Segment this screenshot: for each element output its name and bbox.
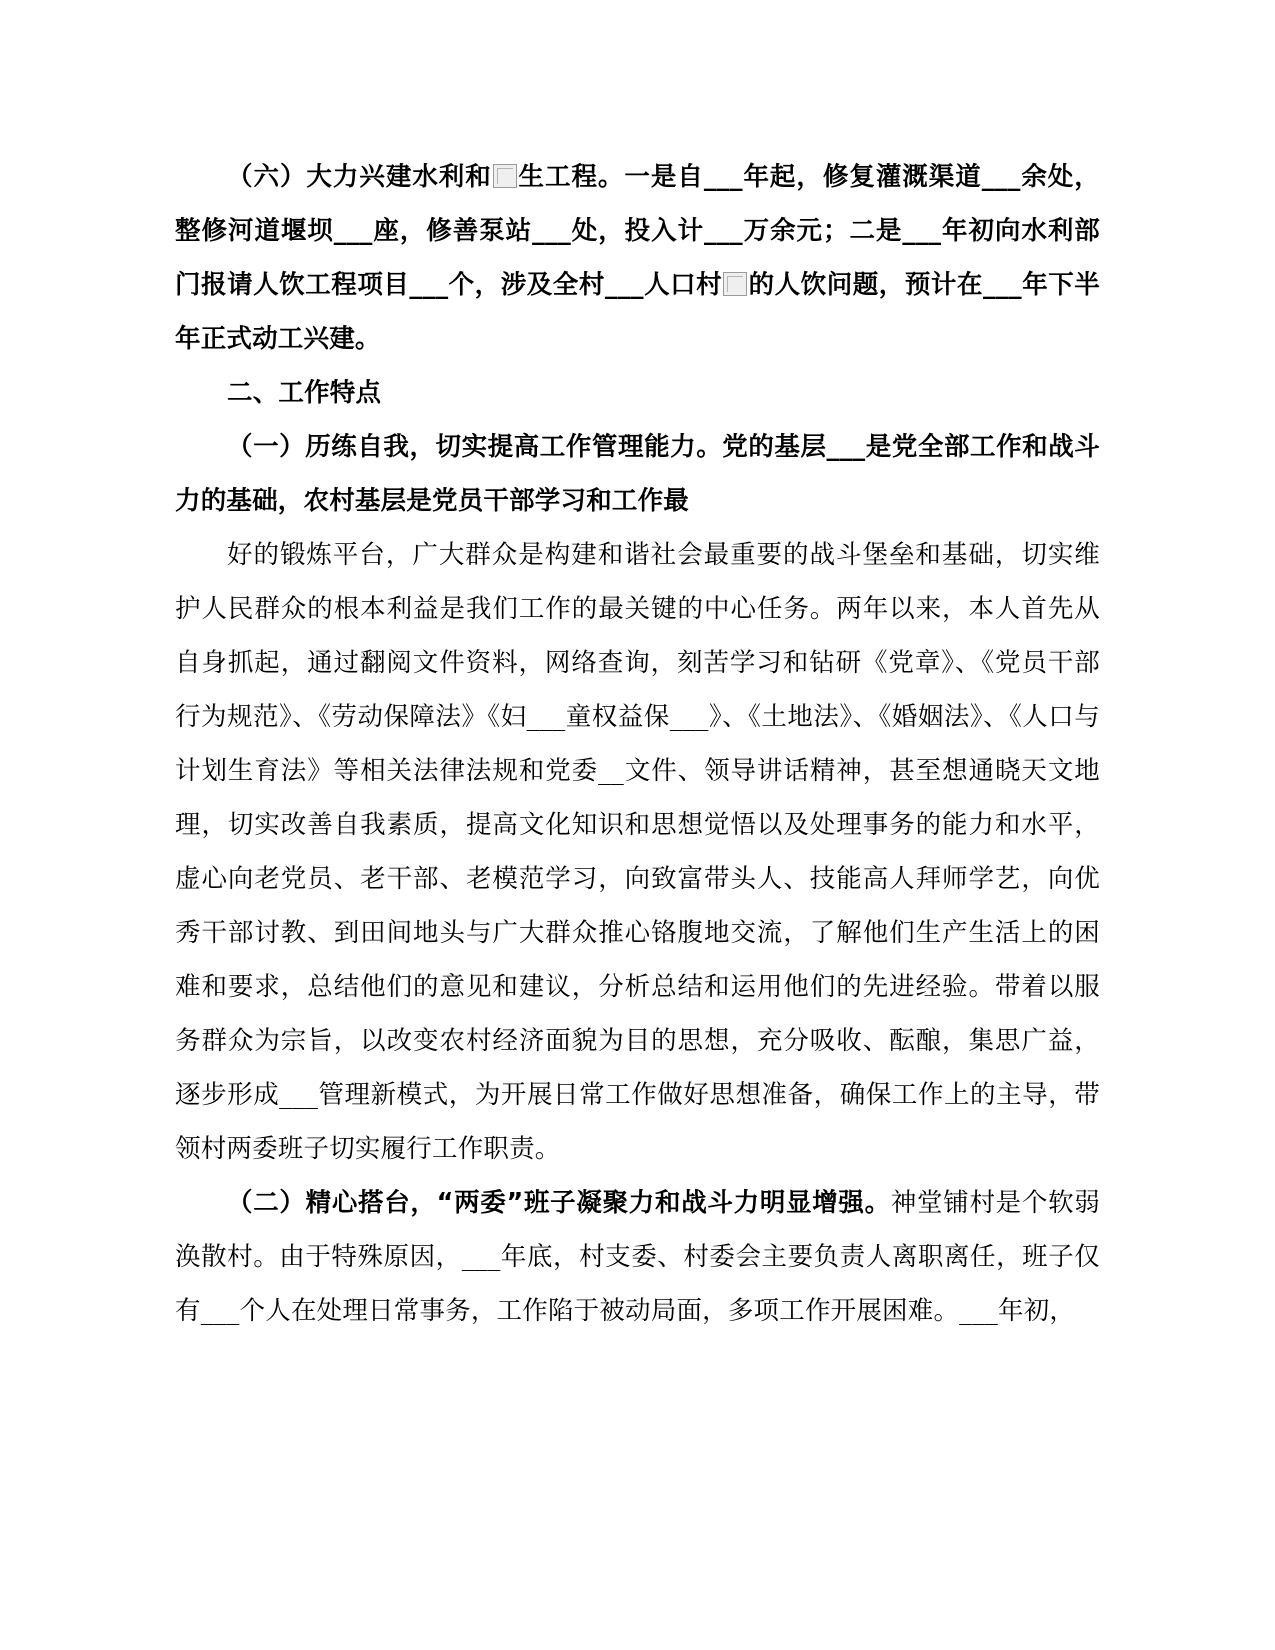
paragraph-section-two-title: 二、工作特点: [227, 378, 382, 408]
paragraph-one-heading: （一）历练自我，切实提高工作管理能力。党的基层___是党全部工作和战斗力的基础，农村基层是党员干部学习和工作最: [175, 432, 1100, 516]
paragraph-section-six: [175, 150, 1100, 366]
missing-glyph-icon: [493, 164, 517, 188]
document-body: [175, 150, 1100, 1338]
paragraph-six-bold-tail: 生工程。: [517, 162, 625, 192]
paragraph-two: [175, 1176, 1100, 1338]
paragraph-six-rest-b: 的人饮问题，预计在___年下半年正式动工兴建。: [175, 270, 1100, 354]
paragraph-six-bold-head: （六）大力兴建水利和: [227, 162, 492, 192]
missing-glyph-icon-2: [723, 272, 747, 296]
paragraph-two-rest: 神堂铺村是个软弱涣散村。由于特殊原因，___年底，村支委、村委会主要负责人离职离任，班子仅有___个人在处理日常事务，工作陷于被动局面，多项工作开展困难。___年初，: [175, 1188, 1100, 1326]
paragraph-two-bold: （二）精心搭台，“两委”班子凝聚力和战斗力明显增强。: [227, 1188, 891, 1218]
paragraph-six-rest-a: 一是自___年起，修复灌溉渠道___余处，整修河道堰坝___座，修善泵站___处，投入计___万余元；二是___年初向水利部门报请人饮工程项目___个，涉及全村___人口村: [175, 162, 1100, 300]
paragraph-one-body: 好的锻炼平台，广大群众是构建和谐社会最重要的战斗堡垒和基础，切实维护人民群众的根本利益是我们工作的最关键的中心任务。两年以来，本人首先从自身抓起，通过翻阅文件资料，网络查询，刻苦学习和钻研《党章》、《党员干部行为规范》、《劳动保障法》《妇___童权益保___》、《土地法》、《婚姻法》、《人口与计划生育法》等相关法律法规和党委__文件、领导讲话精神，甚至想通晓天文地理，切实改善自我素质，提高文化知识和思想觉悟以及处理事务的能力和水平，虚心向老党员、老干部、老模范学习，向致富带头人、技能高人拜师学艺，向优秀干部讨教、到田间地头与广大群众推心铬腹地交流，了解他们生产生活上的困难和要求，总结他们的意见和建议，分析总结和运用他们的先进经验。带着以服务群众为宗旨，以改变农村经济面貌为目的思想，充分吸收、酝酿，集思广益，逐步形成___管理新模式，为开展日常工作做好思想准备，确保工作上的主导，带领村两委班子切实履行工作职责。: [175, 540, 1100, 1164]
